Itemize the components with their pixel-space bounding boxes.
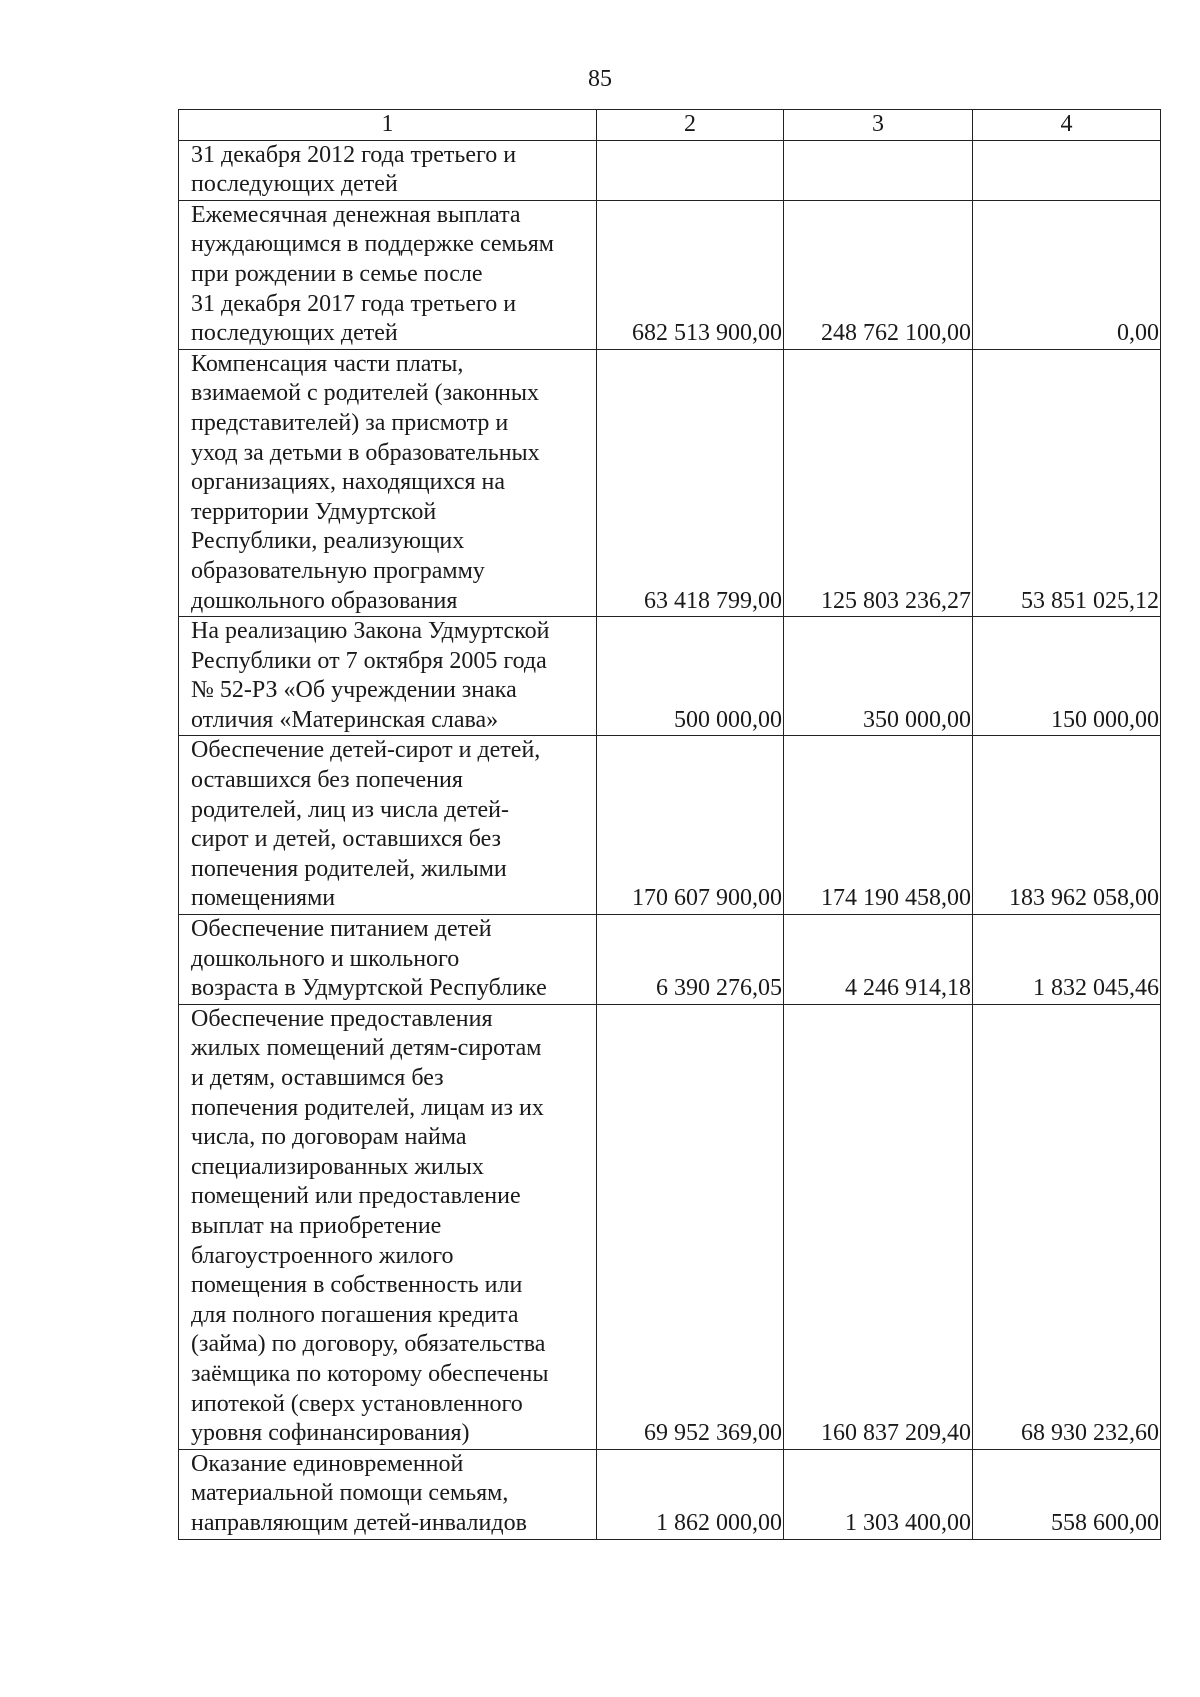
row-value-col3: 174 190 458,00 (784, 736, 973, 915)
row-description: 31 декабря 2012 года третьего и последующих детей (179, 140, 597, 200)
row-value-col4: 1 832 045,46 (973, 915, 1161, 1005)
row-description: Компенсация части платы, взимаемой с родителей (законных представителей) за присмотр и уход за детьми в образовательных организациях, находящихся на территории Удмуртской Республики, реализующих образовательную программу дошкольного образования (179, 349, 597, 616)
row-value-col3: 4 246 914,18 (784, 915, 973, 1005)
row-description: Обеспечение детей-сирот и детей, оставшихся без попечения родителей, лиц из числа детей- сирот и детей, оставшихся без попечения родителей, жилыми помещениями (179, 736, 597, 915)
row-value-col3: 1 303 400,00 (784, 1449, 973, 1539)
row-value-col2: 63 418 799,00 (597, 349, 784, 616)
row-value-col2: 69 952 369,00 (597, 1004, 784, 1449)
row-value-col4: 53 851 025,12 (973, 349, 1161, 616)
row-value-col4: 68 930 232,60 (973, 1004, 1161, 1449)
table-row (179, 200, 1161, 349)
row-value-col4: 150 000,00 (973, 617, 1161, 736)
table-row (179, 736, 1161, 915)
column-header-2: 2 (597, 110, 784, 141)
row-value-col4: 558 600,00 (973, 1449, 1161, 1539)
table-row (179, 349, 1161, 616)
row-value-col4: 0,00 (973, 200, 1161, 349)
table-header-row (179, 110, 1161, 141)
column-header-1: 1 (179, 110, 597, 141)
row-value-col2: 170 607 900,00 (597, 736, 784, 915)
row-value-col3: 350 000,00 (784, 617, 973, 736)
column-header-4: 4 (973, 110, 1161, 141)
row-description: Ежемесячная денежная выплата нуждающимся в поддержке семьям при рождении в семье после 31 декабря 2017 года третьего и последующих детей (179, 200, 597, 349)
row-value-col3: 160 837 209,40 (784, 1004, 973, 1449)
table-row (179, 140, 1161, 200)
row-value-col2: 500 000,00 (597, 617, 784, 736)
row-value-col2 (597, 140, 784, 200)
budget-table (178, 109, 1161, 1540)
table-row (179, 915, 1161, 1005)
row-value-col3: 125 803 236,27 (784, 349, 973, 616)
table-row (179, 1004, 1161, 1449)
table-row (179, 617, 1161, 736)
row-value-col4: 183 962 058,00 (973, 736, 1161, 915)
row-description: Обеспечение питанием детей дошкольного и школьного возраста в Удмуртской Республике (179, 915, 597, 1005)
row-value-col2: 1 862 000,00 (597, 1449, 784, 1539)
table-row (179, 1449, 1161, 1539)
row-description: На реализацию Закона Удмуртской Республики от 7 октября 2005 года № 52-РЗ «Об учреждении знака отличия «Материнская слава» (179, 617, 597, 736)
row-value-col4 (973, 140, 1161, 200)
row-value-col3 (784, 140, 973, 200)
row-value-col2: 6 390 276,05 (597, 915, 784, 1005)
row-description: Обеспечение предоставления жилых помещений детям-сиротам и детям, оставшимся без попечения родителей, лицам из их числа, по договорам найма специализированных жилых помещений или предоставление выплат на приобретение благоустроенного жилого помещения в собственность или для полного погашения кредита (займа) по договору, обязательства заёмщика по которому обеспечены ипотекой (сверх установленного уровня софинансирования) (179, 1004, 597, 1449)
column-header-3: 3 (784, 110, 973, 141)
row-value-col2: 682 513 900,00 (597, 200, 784, 349)
page-number: 85 (588, 66, 612, 92)
row-description: Оказание единовременной материальной помощи семьям, направляющим детей-инвалидов (179, 1449, 597, 1539)
row-value-col3: 248 762 100,00 (784, 200, 973, 349)
